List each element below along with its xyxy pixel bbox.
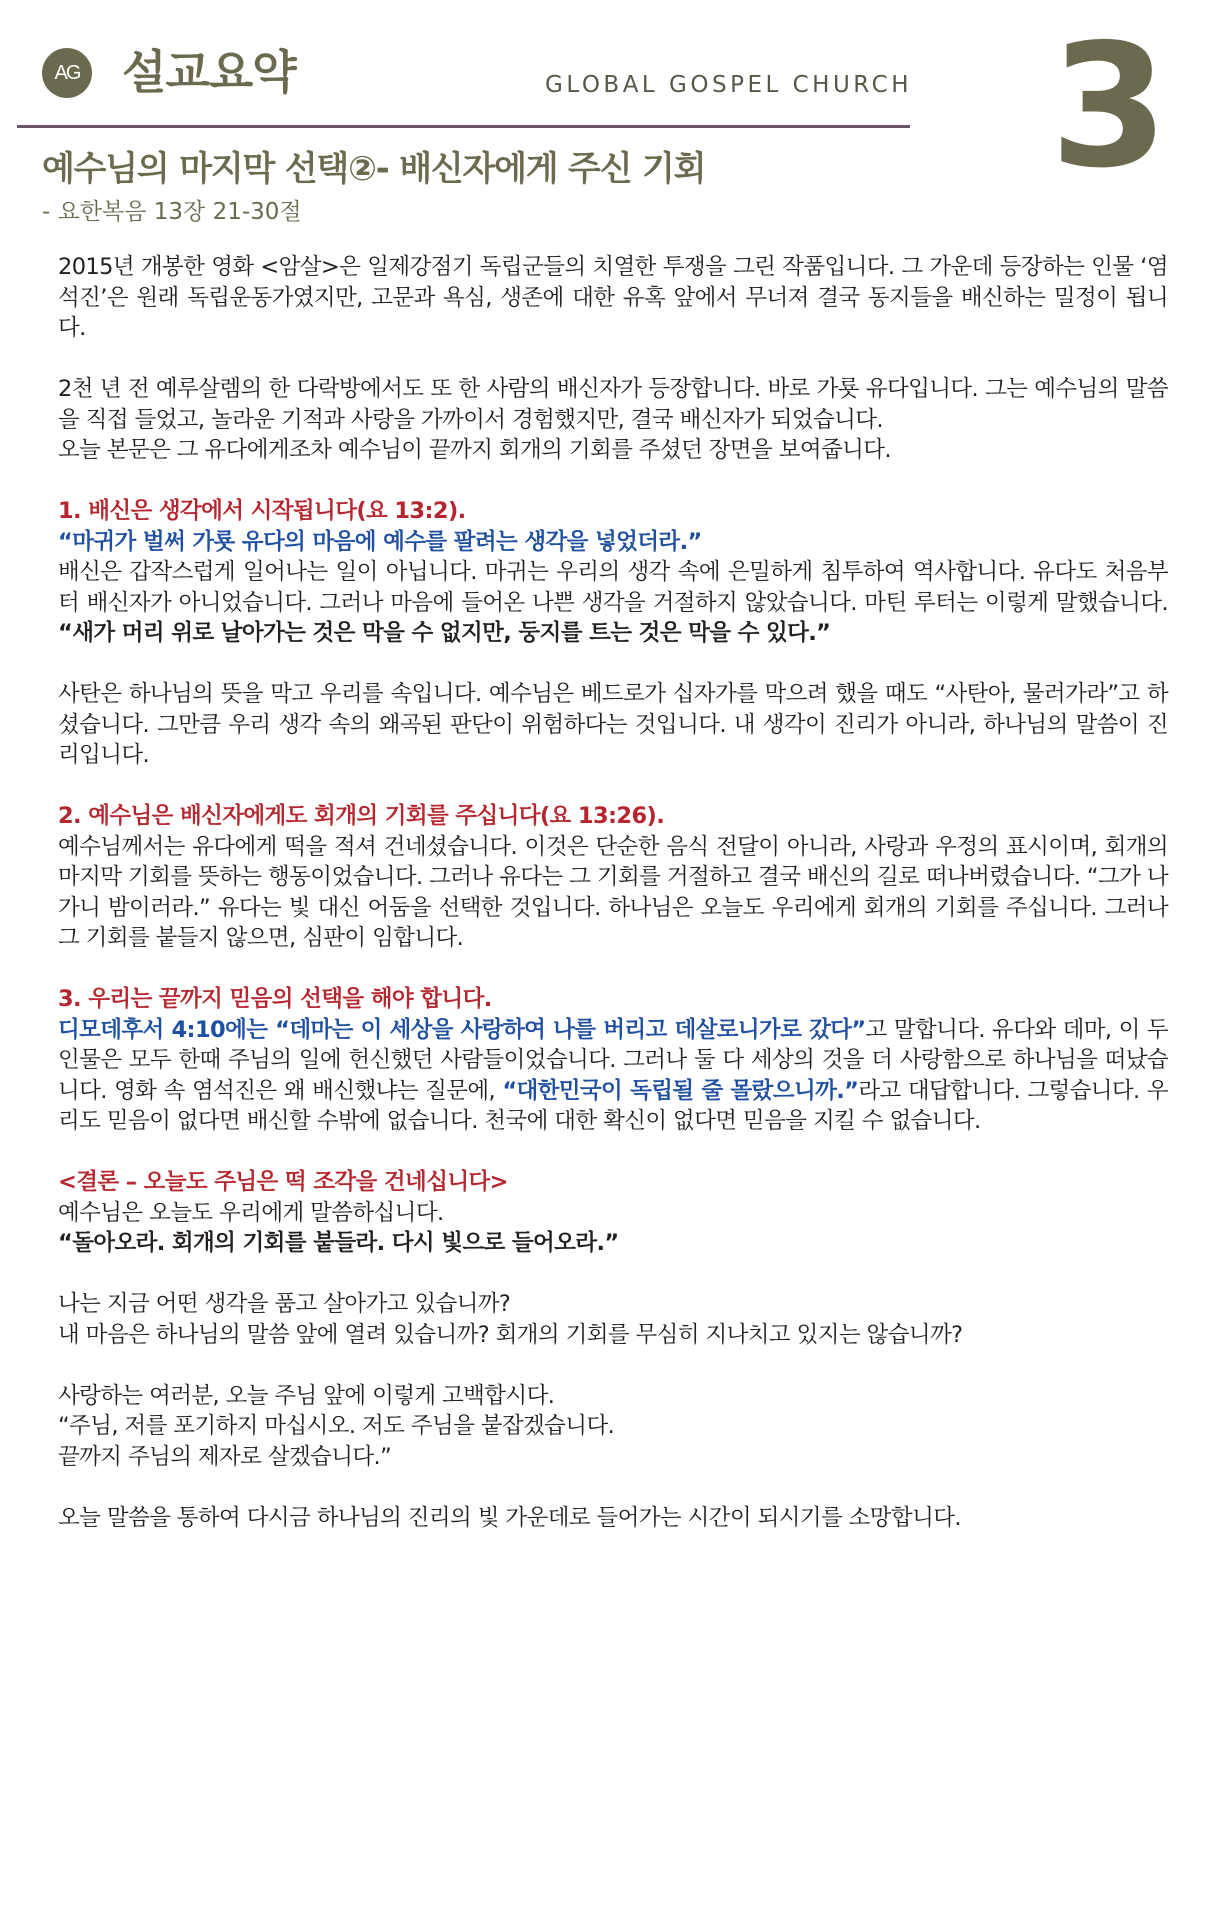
closing-line: 오늘 말씀을 통하여 다시금 하나님의 진리의 빛 가운데로 들어가는 시간이 되시기를 소망합니다. — [58, 1504, 961, 1531]
conclusion-quote: “돌아오라. 회개의 기회를 붙들라. 다시 빛으로 들어오라.” — [58, 1230, 619, 1256]
point-1-paragraph — [58, 557, 1168, 649]
conclusion-heading: <결론 – 오늘도 주님은 떡 조각을 건네십니다> — [58, 1169, 508, 1195]
point-3-verse: 디모데후서 4:10에는 “데마는 이 세상을 사랑하여 나를 버리고 데살로니가로 갔다” — [58, 1016, 866, 1043]
point-2-heading: 2. 예수님은 배신자에게도 회개의 기회를 주십니다(요 13:26). — [58, 803, 665, 829]
point-1-text: 배신은 갑작스럽게 일어나는 일이 아닙니다. 마귀는 우리의 생각 속에 은밀하게 침투하여 역사합니다. 유다도 처음부터 배신자가 아니었습니다. 그러나 마음에 들어온 나쁜 생각을 거절하지 않았습니다. 마틴 루터는 이렇게 말했습니다. — [58, 559, 1168, 616]
intro-paragraph-1: 2015년 개봉한 영화 <암살>은 일제강점기 독립군들의 치열한 투쟁을 그린 작품입니다. 그 가운데 등장하는 인물 ‘염석진’은 원래 독립운동가였지만, 고문과 욕심, 생존에 대한 유혹 앞에서 무너져 결국 동지들을 배신하는 밀정이 됩니다. — [58, 254, 1168, 341]
point-3-quote: “대한민국이 독립될 줄 몰랐으니까.” — [502, 1077, 859, 1104]
point-1-heading: 1. 배신은 생각에서 시작됩니다(요 13:2). — [58, 498, 466, 524]
church-logo — [42, 48, 92, 98]
scripture-reference: - 요한복음 13장 21-30절 — [42, 199, 302, 225]
conclusion-line-1: 예수님은 오늘도 우리에게 말씀하십니다. — [58, 1199, 444, 1226]
confession-line-2: “주님, 저를 포기하지 마십시오. 저도 주님을 붙잡겠습니다. — [58, 1413, 615, 1439]
point-1-verse: “마귀가 벌써 가룟 유다의 마음에 예수를 팔려는 생각을 넣었더라.” — [58, 528, 702, 555]
sermon-title: 예수님의 마지막 선택②- 배신자에게 주신 기회 — [42, 149, 706, 189]
logo-text: AG — [54, 61, 80, 84]
paragraph-gap — [58, 466, 1168, 497]
church-name: GLOBAL GOSPEL CHURCH — [545, 72, 912, 98]
point-1-paragraph-2: 사탄은 하나님의 뜻을 막고 우리를 속입니다. 예수님은 베드로가 십자가를 막으려 했을 때도 “사탄아, 물러가라”고 하셨습니다. 그만큼 우리 생각 속의 왜곡된 판단이 위험하다는 것입니다. 내 생각이 진리가 아니라, 하나님의 말씀이 진리입니다. — [58, 681, 1168, 768]
point-3-heading: 3. 우리는 끝까지 믿음의 선택을 해야 합니다. — [58, 986, 492, 1012]
issue-number: 3 — [1050, 8, 1169, 206]
point-3-text-2: 라고 대답합니다. 그렇습니다. 우리도 믿음이 없다면 배신할 수밖에 없습니다. 천국에 대한 확신이 없다면 믿음을 지킬 수 없습니다. — [58, 1077, 1168, 1134]
confession-line-3: 끝까지 주님의 제자로 살겠습니다.” — [58, 1443, 392, 1470]
reflection-question-1: 나는 지금 어떤 생각을 품고 살아가고 있습니까? — [58, 1291, 511, 1317]
header-title: 설교요약 — [122, 45, 296, 99]
intro-paragraph-2: 2천 년 전 예루살렘의 한 다락방에서도 또 한 사람의 배신자가 등장합니다. 바로 가룟 유다입니다. 그는 예수님의 말씀을 직접 들었고, 놀라운 기적과 사랑을 가까이서 경험했지만, 결국 배신자가 되었습니다. — [58, 376, 1168, 433]
paragraph-gap — [58, 1137, 1168, 1168]
paragraph-gap — [58, 1259, 1168, 1290]
paragraph-gap — [58, 344, 1168, 375]
point-2-paragraph: 예수님께서는 유다에게 떡을 적셔 건네셨습니다. 이것은 단순한 음식 전달이 아니라, 사랑과 우정의 표시이며, 회개의 마지막 기회를 뜻하는 행동이었습니다. 그러나 유다는 그 기회를 거절하고 결국 배신의 길로 떠나버렸습니다. “그가 나가니 밤이러라.” 유다는 빛 대신 어둠을 선택한 것입니다. 하나님은 오늘도 우리에게 회개의 기회를 주십니다. 그러나 그 기회를 붙들지 않으면, 심판이 임합니다. — [58, 833, 1168, 951]
paragraph-gap — [58, 954, 1168, 985]
intro-paragraph-3: 오늘 본문은 그 유다에게조차 예수님이 끝까지 회개의 기회를 주셨던 장면을 보여줍니다. — [58, 437, 891, 463]
point-3-text-1: 고 말합니다. 유다와 데마, 이 두 인물은 모두 한때 주님의 일에 헌신했던 사람들이었습니다. 그러나 둘 다 세상의 것을 더 사랑함으로 하나님을 떠났습니다. 영화 속 염석진은 왜 배신했냐는 질문에, — [58, 1016, 1168, 1104]
paragraph-gap — [58, 649, 1168, 680]
header-divider — [17, 125, 910, 128]
confession-line-1: 사랑하는 여러분, 오늘 주님 앞에 이렇게 고백합시다. — [58, 1382, 555, 1409]
luther-quote: “새가 머리 위로 날아가는 것은 막을 수 없지만, 둥지를 트는 것은 막을 수 있다.” — [58, 620, 831, 646]
point-3-paragraph — [58, 1015, 1168, 1137]
reflection-question-2: 내 마음은 하나님의 말씀 앞에 열려 있습니까? 회개의 기회를 무심히 지나치고 있지는 않습니까? — [58, 1321, 963, 1348]
paragraph-gap — [58, 771, 1168, 802]
paragraph-gap — [58, 1472, 1168, 1503]
sermon-body — [58, 252, 1168, 1533]
paragraph-gap — [58, 1350, 1168, 1381]
